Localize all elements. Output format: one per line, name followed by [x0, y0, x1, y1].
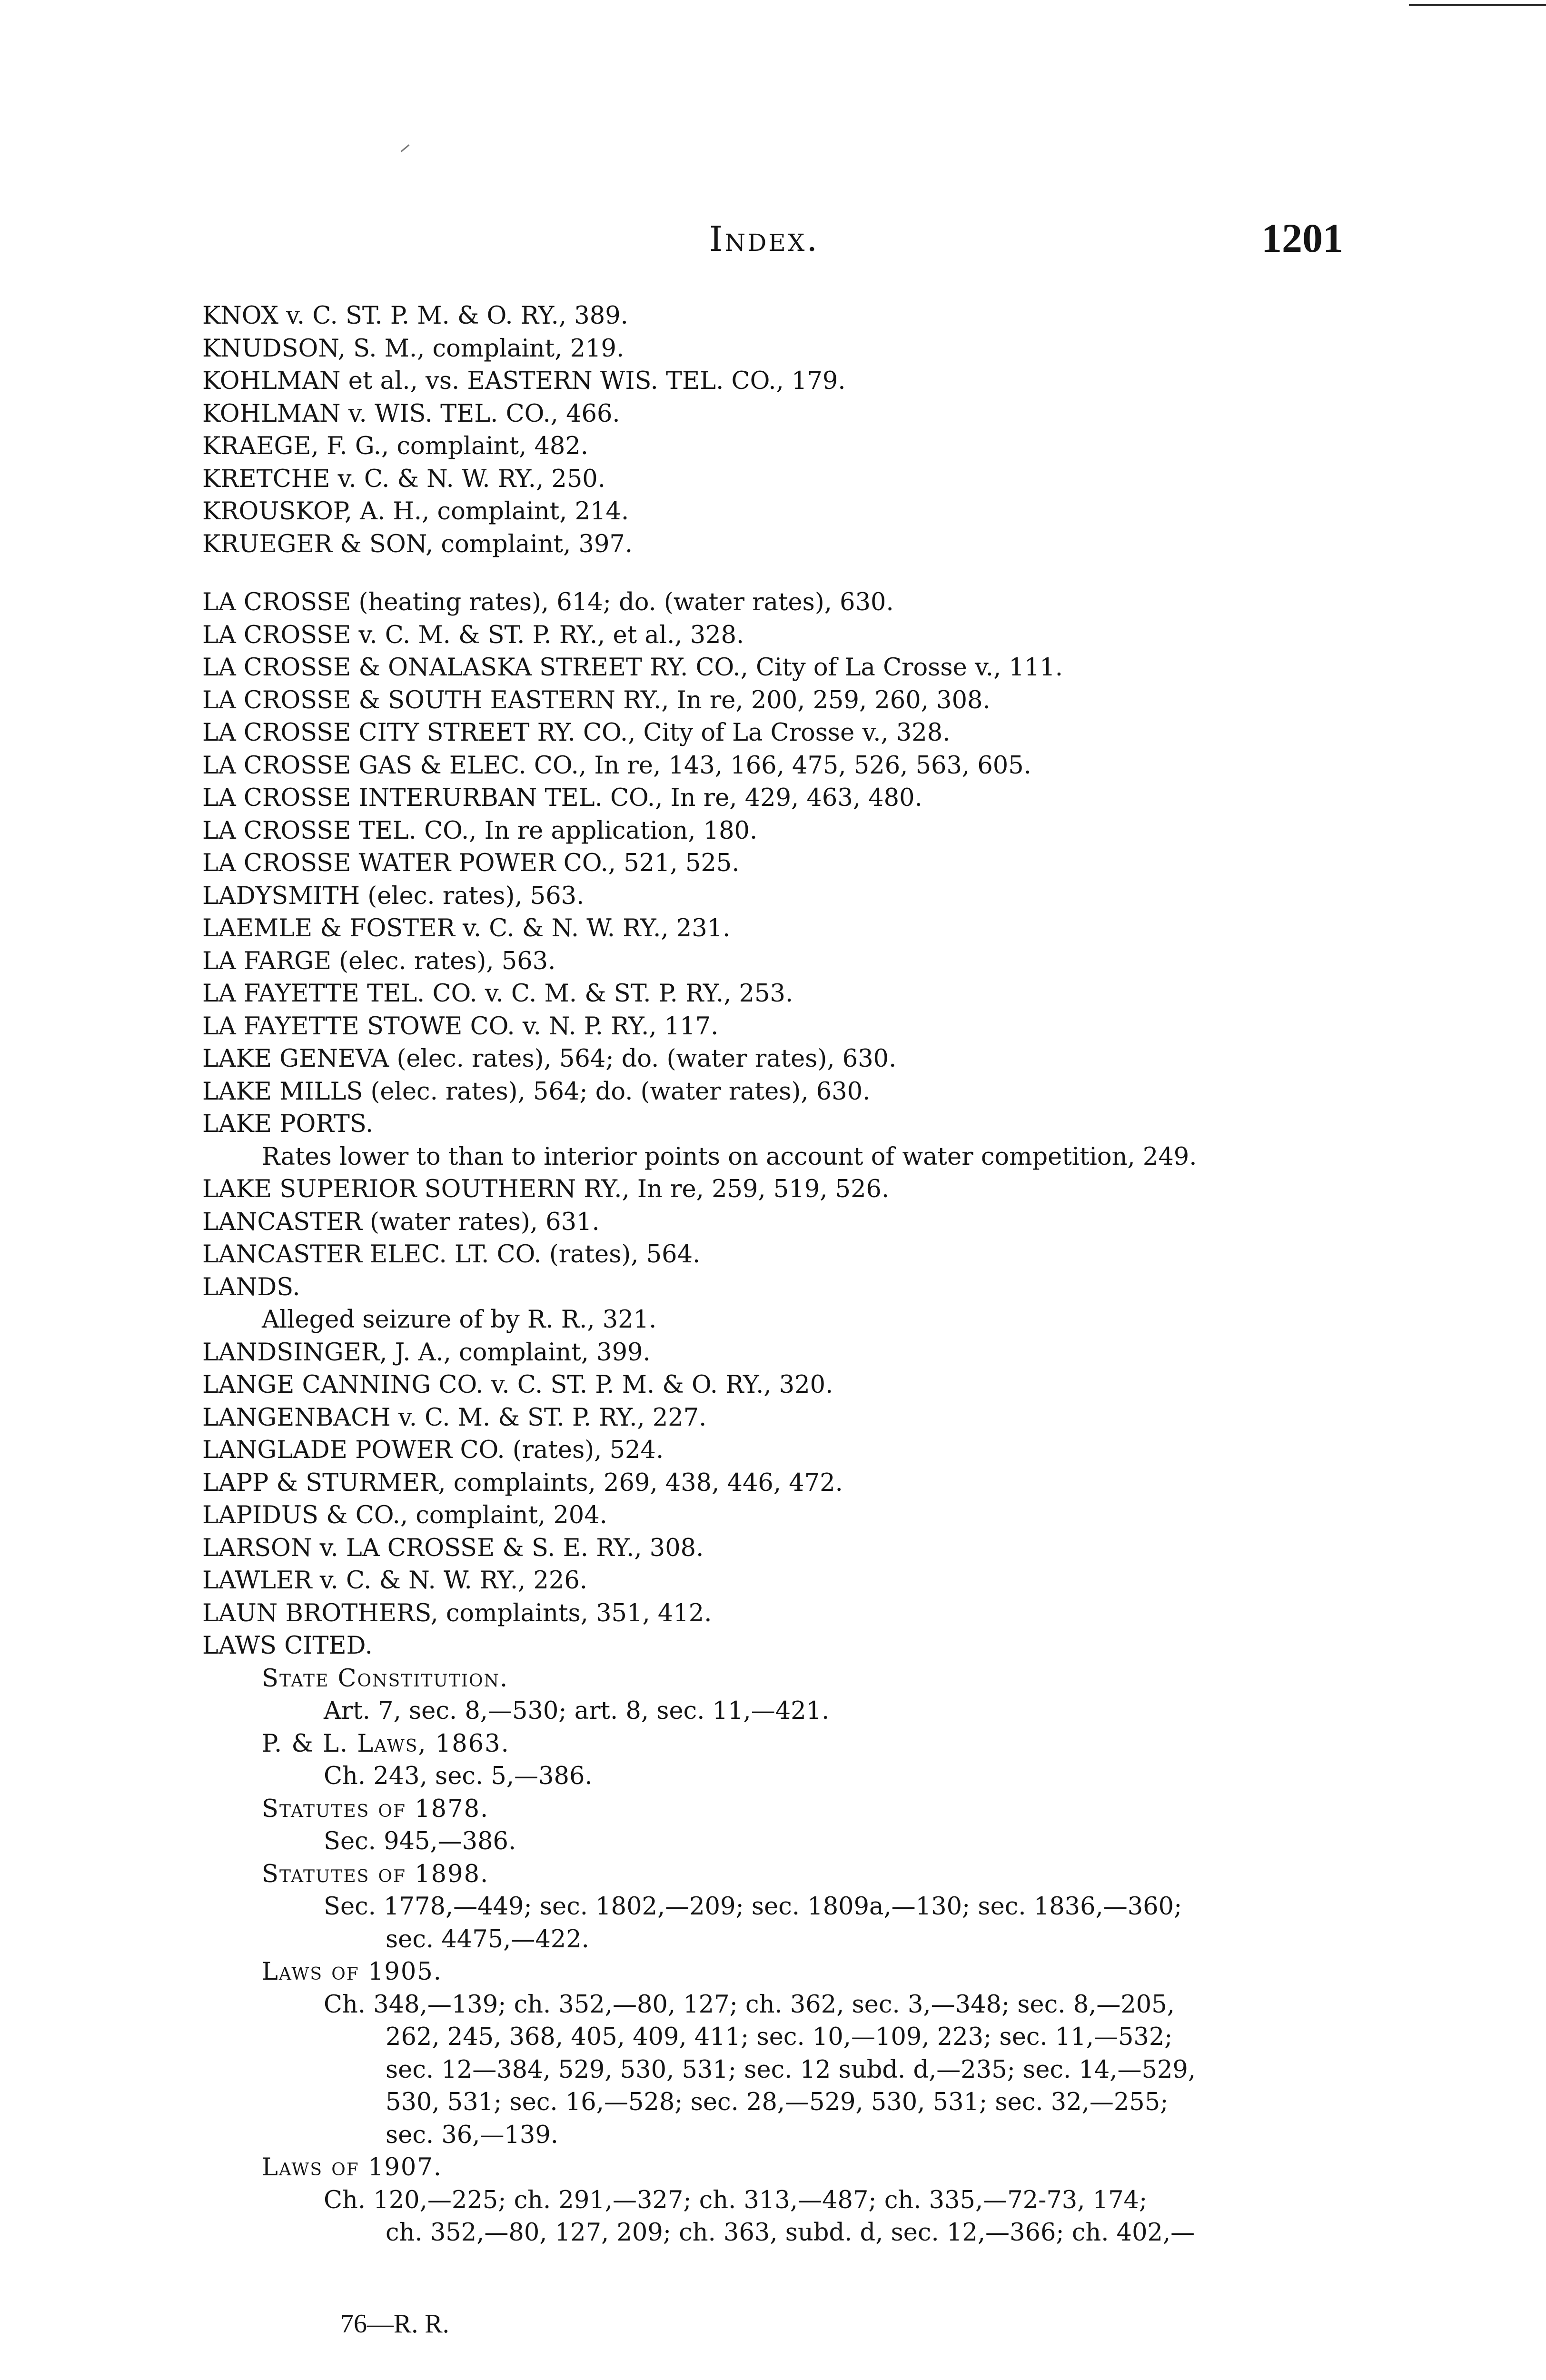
index-subentry: Alleged seizure of by R. R., 321.	[262, 1306, 657, 1334]
laws-line: Ch. 348,—139; ch. 352,—80, 127; ch. 362, sec. 3,—348; sec. 8,—205,	[324, 1990, 1175, 2019]
running-title: Index.	[709, 219, 820, 259]
index-entry: LANDSINGER, J. A., complaint, 399.	[202, 1338, 651, 1367]
index-entry: LA CROSSE v. C. M. & ST. P. RY., et al., 328.	[202, 621, 744, 649]
laws-heading-laws-1907: Laws of 1907.	[262, 2153, 442, 2182]
index-entry: LAKE GENEVA (elec. rates), 564; do. (water rates), 630.	[202, 1045, 897, 1073]
index-entry: LA CROSSE CITY STREET RY. CO., City of La Crosse v., 328.	[202, 719, 951, 747]
page-number: 1201	[1261, 215, 1343, 261]
index-entry: LAUN BROTHERS, complaints, 351, 412.	[202, 1599, 712, 1627]
laws-line: Ch. 243, sec. 5,—386.	[324, 1762, 593, 1790]
index-entry: KRAEGE, F. G., complaint, 482.	[202, 432, 588, 460]
index-entry: LAPP & STURMER, complaints, 269, 438, 446, 472.	[202, 1468, 843, 1497]
laws-heading-pl-laws-1863: P. & L. Laws, 1863.	[262, 1729, 510, 1758]
section-gap	[0, 561, 1546, 586]
index-entry: KRUEGER & SON, complaint, 397.	[202, 530, 633, 558]
laws-line-continued: 262, 245, 368, 405, 409, 411; sec. 10,—109, 223; sec. 11,—532;	[386, 2023, 1173, 2051]
index-entry: LANGENBACH v. C. M. & ST. P. RY., 227.	[202, 1403, 707, 1432]
index-entry: LAKE PORTS.	[202, 1110, 374, 1138]
index-entry: KNOX v. C. ST. P. M. & O. RY., 389.	[202, 302, 628, 330]
scan-speck	[401, 144, 410, 152]
index-body	[0, 300, 1546, 2250]
index-entry: LA CROSSE WATER POWER CO., 521, 525.	[202, 849, 740, 877]
index-entry: LA CROSSE TEL. CO., In re application, 180.	[202, 816, 758, 845]
laws-line: Ch. 120,—225; ch. 291,—327; ch. 313,—487; ch. 335,—72-73, 174;	[324, 2186, 1148, 2214]
laws-line: Sec. 1778,—449; sec. 1802,—209; sec. 1809a,—130; sec. 1836,—360;	[324, 1893, 1182, 1921]
index-entry: LA CROSSE GAS & ELEC. CO., In re, 143, 166, 475, 526, 563, 605.	[202, 751, 1031, 780]
index-entry: LADYSMITH (elec. rates), 563.	[202, 882, 585, 910]
index-entry: LA FAYETTE STOWE CO. v. N. P. RY., 117.	[202, 1012, 719, 1041]
index-entry: LAEMLE & FOSTER v. C. & N. W. RY., 231.	[202, 914, 731, 942]
laws-line-continued: sec. 4475,—422.	[386, 1925, 589, 1954]
index-entry: LANGE CANNING CO. v. C. ST. P. M. & O. RY., 320.	[202, 1371, 833, 1399]
top-edge-rule	[1409, 4, 1546, 6]
index-entry: LARSON v. LA CROSSE & S. E. RY., 308.	[202, 1534, 704, 1562]
laws-line-continued: sec. 12—384, 529, 530, 531; sec. 12 subd. d,—235; sec. 14,—529,	[386, 2055, 1196, 2084]
laws-line-continued: ch. 352,—80, 127, 209; ch. 363, subd. d, sec. 12,—366; ch. 402,—	[386, 2219, 1195, 2247]
laws-line: Art. 7, sec. 8,—530; art. 8, sec. 11,—421.	[324, 1697, 830, 1725]
laws-heading-statutes-1898: Statutes of 1898.	[262, 1860, 489, 1888]
index-entry: KOHLMAN et al., vs. EASTERN WIS. TEL. CO., 179.	[202, 367, 846, 395]
index-entry: LANCASTER (water rates), 631.	[202, 1208, 600, 1236]
index-subentry: Rates lower to than to interior points on account of water competition, 249.	[262, 1142, 1197, 1171]
index-entry: LANCASTER ELEC. LT. CO. (rates), 564.	[202, 1240, 701, 1269]
laws-line: Sec. 945,—386.	[324, 1827, 516, 1855]
index-entry: LANDS.	[202, 1273, 300, 1301]
laws-heading-statutes-1878: Statutes of 1878.	[262, 1795, 489, 1823]
printer-signature: 76—R. R.	[340, 2309, 449, 2339]
index-entry: LA FAYETTE TEL. CO. v. C. M. & ST. P. RY., 253.	[202, 980, 793, 1008]
index-entry: LA FARGE (elec. rates), 563.	[202, 947, 556, 975]
index-entry: LANGLADE POWER CO. (rates), 524.	[202, 1436, 664, 1464]
index-entry: LAWS CITED.	[202, 1632, 373, 1660]
index-entry: LAKE MILLS (elec. rates), 564; do. (water rates), 630.	[202, 1077, 871, 1106]
index-entry: LA CROSSE INTERURBAN TEL. CO., In re, 429, 463, 480.	[202, 784, 922, 812]
index-entry: KOHLMAN v. WIS. TEL. CO., 466.	[202, 399, 620, 428]
index-entry: KRETCHE v. C. & N. W. RY., 250.	[202, 465, 605, 493]
page-header	[0, 209, 1546, 276]
laws-line-continued: 530, 531; sec. 16,—528; sec. 28,—529, 530, 531; sec. 32,—255;	[386, 2088, 1169, 2116]
index-entry: LA CROSSE & ONALASKA STREET RY. CO., City of La Crosse v., 111.	[202, 654, 1063, 682]
laws-line-continued: sec. 36,—139.	[386, 2121, 559, 2149]
index-entry: LAKE SUPERIOR SOUTHERN RY., In re, 259, 519, 526.	[202, 1175, 890, 1203]
index-entry: KNUDSON, S. M., complaint, 219.	[202, 334, 624, 363]
laws-heading-laws-1905: Laws of 1905.	[262, 1958, 442, 1986]
laws-heading-state-constitution: State Constitution.	[262, 1664, 509, 1693]
index-entry: LA CROSSE (heating rates), 614; do. (water rates), 630.	[202, 588, 894, 616]
index-entry: LAWLER v. C. & N. W. RY., 226.	[202, 1567, 588, 1595]
index-entry: KROUSKOP, A. H., complaint, 214.	[202, 497, 629, 526]
index-entry: LA CROSSE & SOUTH EASTERN RY., In re, 200, 259, 260, 308.	[202, 686, 991, 714]
index-entry: LAPIDUS & CO., complaint, 204.	[202, 1501, 607, 1529]
